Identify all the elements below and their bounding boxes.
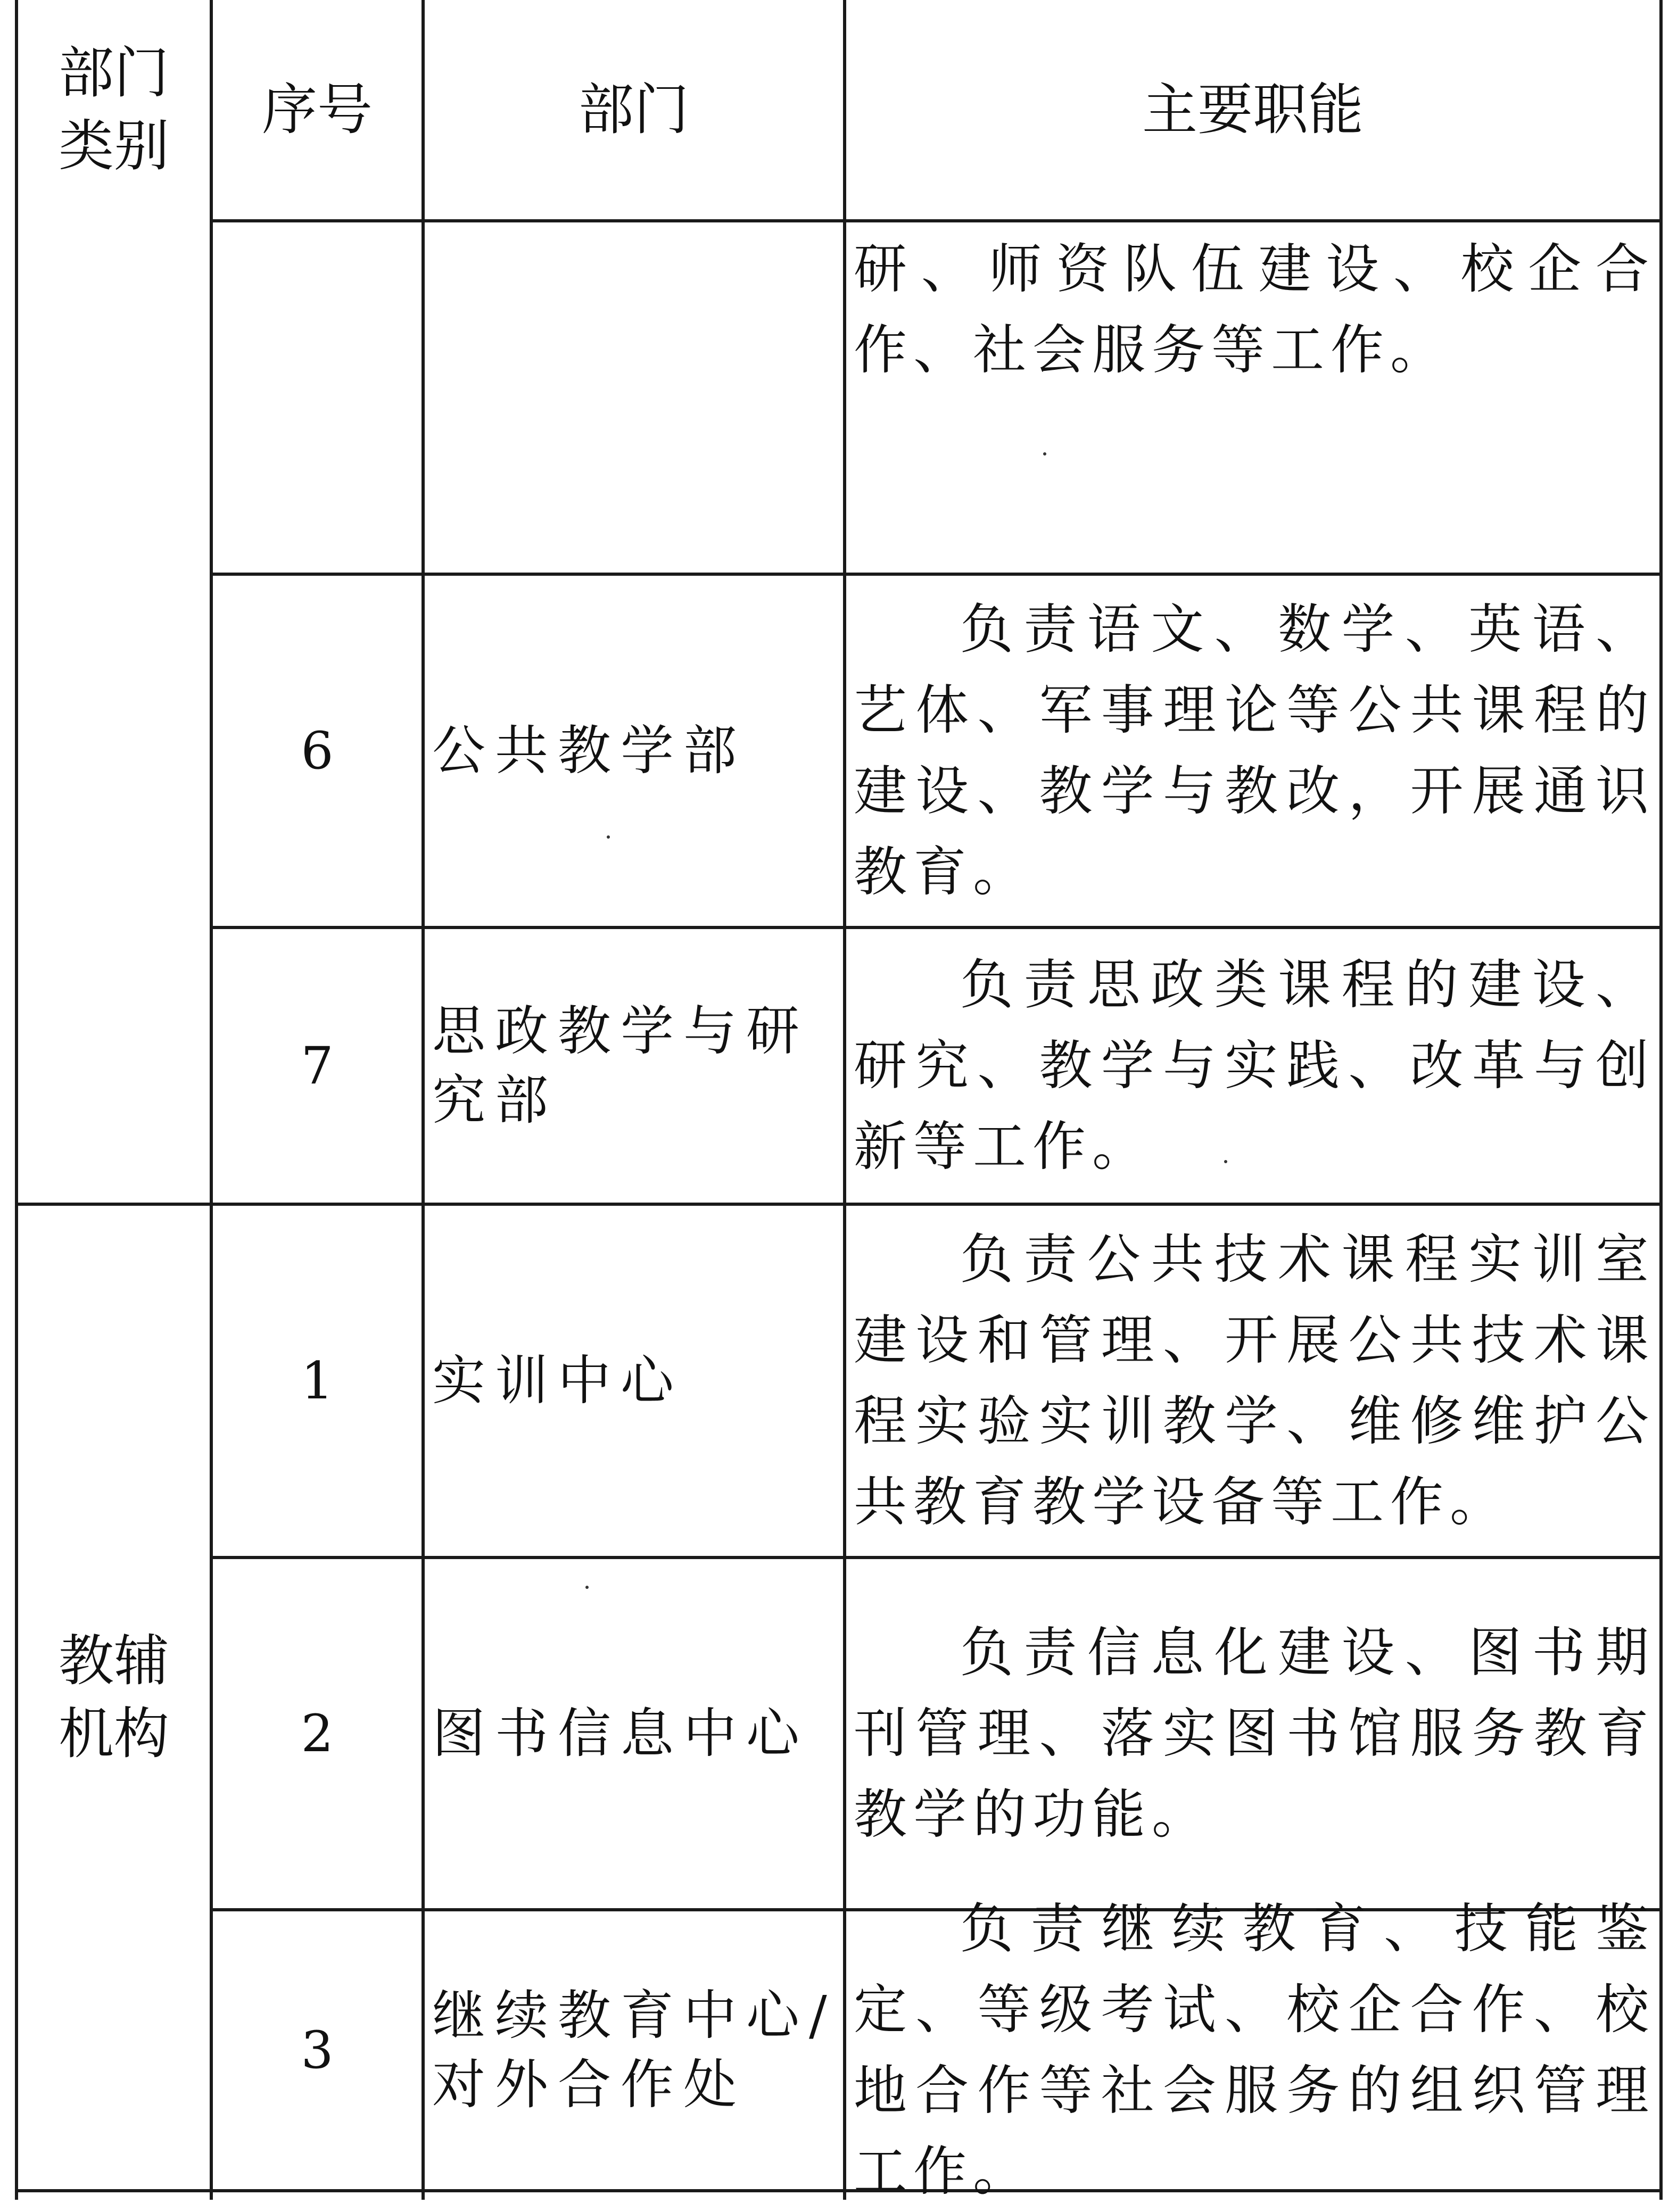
seq-number: 2: [301, 1704, 334, 1763]
table-row-dept: [425, 1911, 843, 2189]
seq-number: 6: [301, 721, 334, 781]
continued-row-func: [846, 229, 1659, 569]
header-category-text: 部门 类别: [58, 40, 169, 178]
seq-number: 1: [301, 1351, 334, 1411]
table-row-func: [846, 576, 1659, 926]
header-dept-text: 部门: [578, 77, 689, 142]
table-row-dept: [425, 1206, 843, 1556]
table-row-seq: [213, 1206, 422, 1556]
table-row-seq: [213, 576, 422, 926]
header-func-text: 主要职能: [1142, 77, 1364, 142]
func-text: 负责继续教育、技能鉴定、等级考试、校企合作、校地合作等社会服务的组织管理工作。: [854, 1898, 1655, 2202]
dept-name: 继续教育中心/对外合作处: [432, 1984, 837, 2116]
table-row-dept: [425, 576, 843, 926]
table-border-right: [1659, 0, 1663, 2200]
dept-name: 图书信息中心: [432, 1702, 809, 1764]
header-seq-text: 序号: [261, 77, 373, 142]
scan-speck: [1043, 452, 1046, 455]
seq-number: 7: [301, 1036, 334, 1096]
table-row-func: [846, 1559, 1659, 1908]
func-text: 负责语文、数学、英语、艺体、军事理论等公共课程的建设、教学与教改，开展通识教育。: [854, 598, 1655, 903]
func-text: 负责信息化建设、图书期刊管理、落实图书馆服务教育教学的功能。: [854, 1621, 1655, 1845]
dept-name: 实训中心: [432, 1349, 683, 1412]
scan-speck: [585, 1586, 589, 1589]
header-category: [18, 0, 210, 219]
dept-name: 公共教学部: [432, 719, 746, 782]
header-func: [846, 0, 1659, 219]
category-teaching-support-text: 教辅 机构: [58, 1628, 169, 1766]
table-row-dept: [425, 929, 843, 1203]
table-row-seq: [213, 929, 422, 1203]
continued-row-func-text: 研、师资队伍建设、校企合作、社会服务等工作。: [854, 238, 1655, 381]
header-dept: [425, 0, 843, 219]
header-seq: [213, 0, 422, 219]
table-row-dept: [425, 1559, 843, 1908]
category-teaching-support: [18, 1206, 210, 2189]
func-text: 负责公共技术课程实训室建设和管理、开展公共技术课程实验实训教学、维修维护公共教育教学设备等工作。: [854, 1228, 1655, 1533]
table-row-func: [846, 1898, 1659, 2202]
dept-name: 思政教学与研究部: [432, 1000, 809, 1131]
seq-number: 3: [301, 2020, 334, 2080]
scan-speck: [607, 835, 610, 839]
scan-speck: [1224, 1160, 1227, 1163]
table-row-seq: [213, 1559, 422, 1908]
header-bottom-rule: [210, 219, 1663, 222]
table-row-func: [846, 1206, 1659, 1556]
table-row-seq: [213, 1911, 422, 2189]
func-text: 负责思政类课程的建设、研究、教学与实践、改革与创新等工作。: [854, 954, 1655, 1178]
table-row-func: [846, 929, 1659, 1203]
